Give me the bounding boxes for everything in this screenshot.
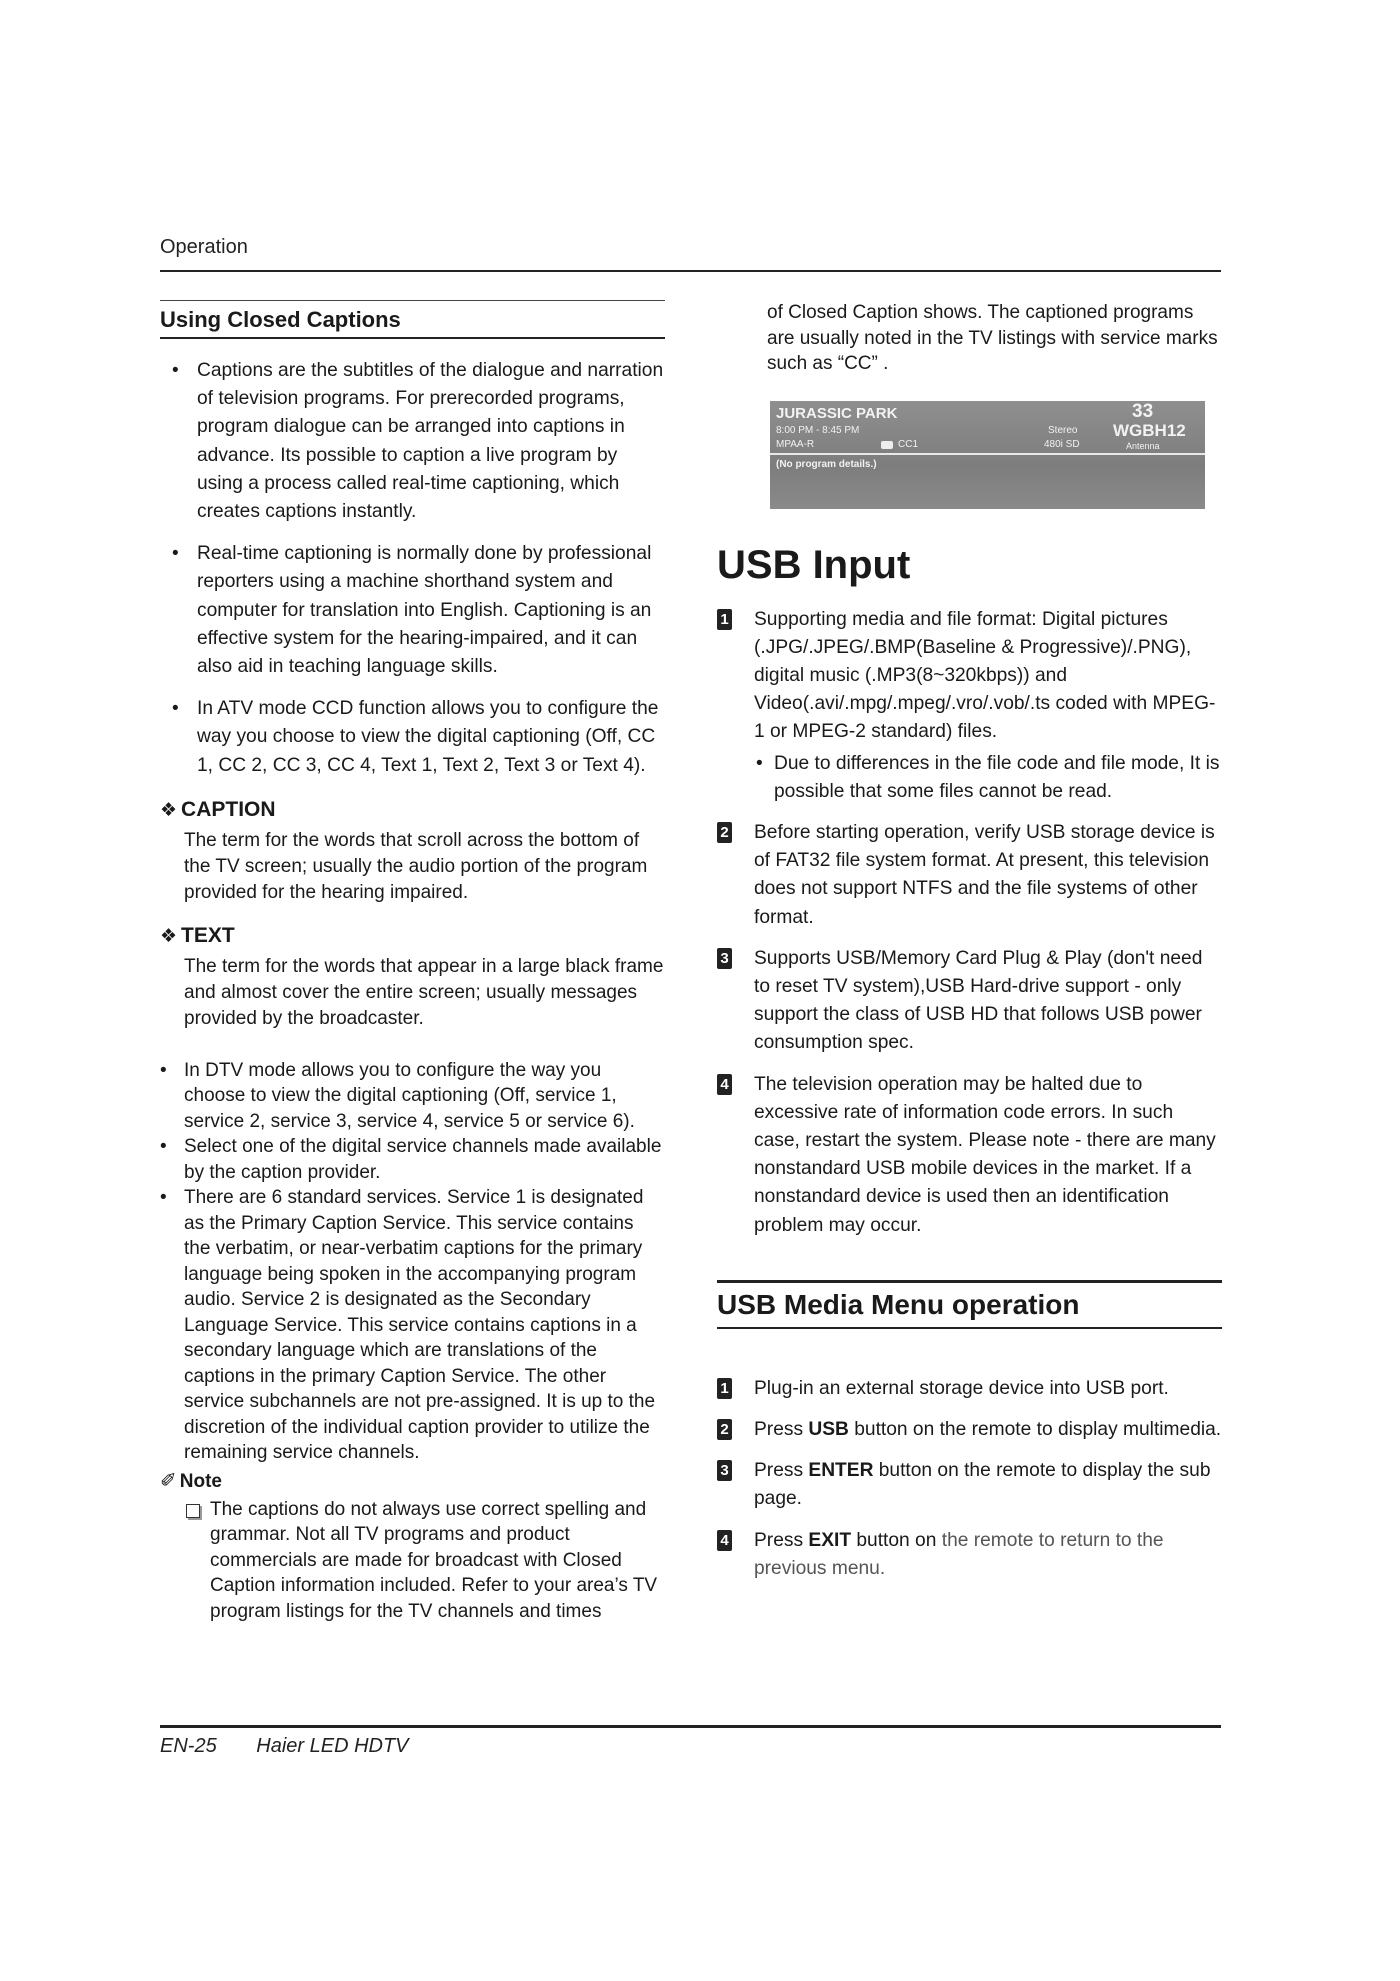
usb-input-title: USB Input — [717, 542, 911, 587]
top-rule — [160, 270, 1221, 272]
diamond-icon: ❖ — [160, 925, 178, 947]
step-number-badge: 4 — [717, 1530, 732, 1551]
pencil-icon: ✐ — [160, 1469, 177, 1492]
step-number-badge: 3 — [717, 948, 732, 969]
text-definition — [160, 924, 665, 1032]
list-item: 3 Press ENTER button on the remote to display the sub page. — [717, 1457, 1222, 1513]
note-title: ✐ Note — [160, 1469, 222, 1492]
banner-cc: CC1 — [898, 438, 919, 450]
checkbox-square-icon — [186, 1504, 200, 1518]
media-steps-list — [717, 1375, 1222, 1583]
text-definition-title: TEXT — [181, 923, 235, 947]
cc-icon — [881, 441, 893, 449]
banner-channel-number: 33 — [1132, 400, 1154, 422]
list-item: 4 Press EXIT button on the remote to return to the previous menu. — [717, 1527, 1222, 1583]
captions-bullet-list — [160, 357, 665, 780]
list-item: 2 Before starting operation, verify USB storage device is of FAT32 file system format. At present, this television does not support NTFS and the file systems of other format. — [717, 819, 1222, 932]
text-definition-body: The term for the words that appear in a large black frame and almost cover the entire screen; usually messages provided by the broadcaster. — [184, 955, 664, 1029]
step-number-badge: 1 — [717, 1378, 732, 1399]
exit-button-label: EXIT — [808, 1529, 852, 1551]
closed-captions-heading: Using Closed Captions — [160, 300, 665, 339]
list-item: 1 Supporting media and file format: Digital pictures (.JPG/.JPEG/.BMP(Baseline & Progressive)/.PNG), digital music (.MP3(8~320kbps)) and Video(.avi/.mpg/.mpeg/.vro/.vob/.ts coded with MPEG-1 or MPEG-2 standard) files. • Due to differences in the file code and file mode, It is possible that some files cannot be read. — [717, 606, 1222, 806]
dtv-bullet-list — [160, 1058, 665, 1466]
list-item: • Real-time captioning is normally done by professional reporters using a machine shorthand system and computer for translation into English. Captioning is an effective system for the hearing-impaired, and it can also aid in teaching language skills. — [160, 540, 665, 681]
list-item: • In ATV mode CCD function allows you to configure the way you choose to view the digital captioning (Off, CC 1, CC 2, CC 3, CC 4, Text 1, Text 2, Text 3 or Text 4). — [160, 695, 665, 780]
banner-source: Antenna — [1126, 440, 1160, 451]
banner-time: 8:00 PM - 8:45 PM — [776, 424, 860, 436]
product-name: Haier LED HDTV — [256, 1735, 409, 1757]
note-item: The captions do not always use correct spelling and grammar. Not all TV programs and product commercials are made for broadcast with Closed Caption information included. Refer to your area’s TV program listings for the TV channels and times — [160, 1497, 665, 1625]
section-header: Operation — [160, 236, 248, 258]
step-number-badge: 1 — [717, 609, 732, 630]
list-item: 3 Supports USB/Memory Card Plug & Play (don't need to reset TV system),USB Hard-drive support - only support the class of USB HD that follows USB power consumption spec. — [717, 945, 1222, 1058]
banner-details: (No program details.) — [776, 458, 877, 470]
page-number: EN-25 — [160, 1735, 217, 1757]
closed-caption-continuation: of Closed Caption shows. The captioned programs are usually noted in the TV listings with service marks such as “CC” . — [767, 302, 1218, 374]
list-item: • Captions are the subtitles of the dialogue and narration of television programs. For prerecorded programs, program dialogue can be arranged into captions in advance. Its possible to caption a live program by using a process called real-time captioning, which creates captions instantly. — [160, 357, 665, 526]
list-item: • Select one of the digital service channels made available by the caption provider. — [160, 1134, 665, 1185]
right-column — [717, 300, 1222, 1596]
usb-media-menu-heading: USB Media Menu operation — [717, 1280, 1222, 1329]
left-column — [160, 300, 665, 1624]
list-item: 1 Plug-in an external storage device into USB port. — [717, 1375, 1222, 1403]
step-number-badge: 4 — [717, 1074, 732, 1095]
banner-rating: MPAA-R — [776, 438, 815, 450]
footer — [160, 1735, 409, 1758]
banner-resolution: 480i SD — [1044, 438, 1080, 450]
banner-program-title: JURASSIC PARK — [776, 404, 898, 422]
diamond-icon: ❖ — [160, 799, 178, 821]
list-item: • In DTV mode allows you to configure the way you choose to view the digital captioning (Off, service 1, service 2, service 3, service 4, service 5 or service 6). — [160, 1058, 665, 1135]
enter-button-label: ENTER — [808, 1460, 874, 1482]
tv-info-banner-image — [770, 401, 1205, 509]
banner-call-sign: WGBH12 — [1113, 420, 1186, 440]
bottom-rule — [160, 1725, 1221, 1728]
banner-divider — [770, 453, 1205, 455]
list-item: 4 The television operation may be halted due to excessive rate of information code errors. In such case, restart the system. Please note - there are many nonstandard USB mobile devices in the market. If a nonstandard device is used then an identification problem may occur. — [717, 1071, 1222, 1240]
list-item: • There are 6 standard services. Service 1 is designated as the Primary Caption Service. This service contains the verbatim, or near-verbatim captions for the primary language being spoken in the accompanying program audio. Service 2 is designated as the Secondary Language Service. This service contains captions in a secondary language which are translations of the captions in the primary Caption Service. The other service subchannels are not pre-assigned. It is up to the discretion of the individual caption provider to utilize the remaining service channels. — [160, 1185, 665, 1466]
usb-button-label: USB — [808, 1418, 849, 1440]
caption-definition-title: CAPTION — [181, 797, 276, 821]
sub-bullet: • Due to differences in the file code and file mode, It is possible that some files cannot be read. — [754, 750, 1222, 806]
step-number-badge: 3 — [717, 1460, 732, 1481]
caption-definition-body: The term for the words that scroll across the bottom of the TV screen; usually the audio portion of the program provided for the hearing impaired. — [184, 829, 648, 903]
step-number-badge: 2 — [717, 822, 732, 843]
banner-audio: Stereo — [1048, 424, 1078, 436]
list-item: 2 Press USB button on the remote to display multimedia. — [717, 1416, 1222, 1444]
step-number-badge: 2 — [717, 1419, 732, 1440]
caption-definition — [160, 798, 665, 906]
usb-steps-list — [717, 606, 1222, 1240]
